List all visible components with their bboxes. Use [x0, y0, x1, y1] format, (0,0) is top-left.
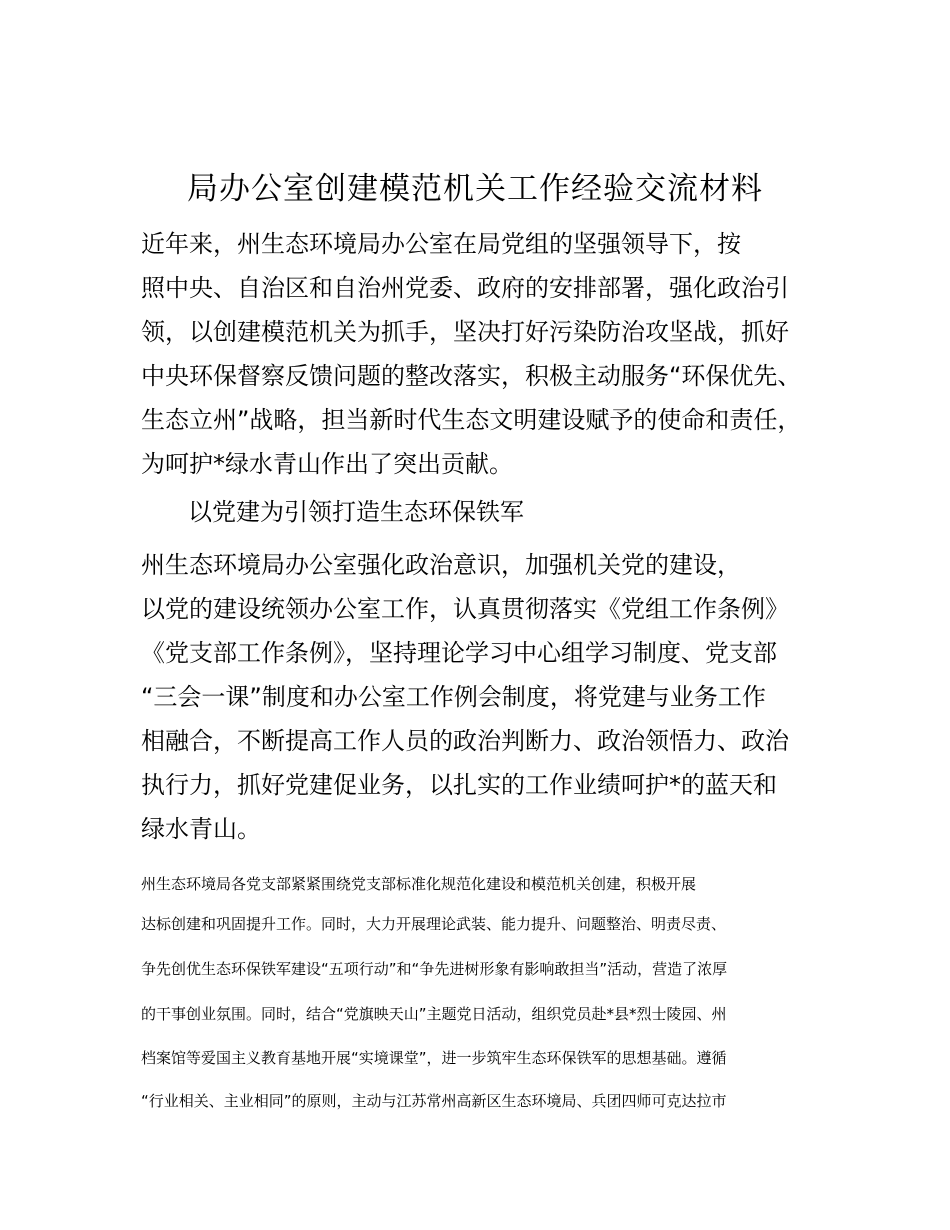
- document-title: 局办公室创建模范机关工作经验交流材料: [187, 171, 763, 207]
- paragraph-line: 相融合，不断提高工作人员的政治判断力、政治领悟力、政治: [141, 727, 789, 755]
- paragraph-line: 绿水青山。: [141, 815, 261, 843]
- paragraph-line: 州生态环境局办公室强化政治意识，加强机关党的建设，: [141, 551, 741, 579]
- paragraph-line: 的干事创业氛围。同时，结合“党旗映天山”主题党日活动，组织党员赴*县*烈士陵园、州: [141, 1005, 727, 1023]
- paragraph-line: 照中央、自治区和自治州党委、政府的安排部署，强化政治引: [141, 274, 789, 302]
- paragraph-line: 生态立州”战略，担当新时代生态文明建设赋予的使命和责任，: [141, 406, 802, 434]
- paragraph-line: 州生态环境局各党支部紧紧围绕党支部标准化规范化建设和模范机关创建，积极开展: [141, 875, 697, 893]
- paragraph-line: 《党支部工作条例》，坚持理论学习中心组学习制度、党支部: [141, 639, 777, 667]
- paragraph-line: “三会一课”制度和办公室工作例会制度，将党建与业务工作: [141, 683, 766, 711]
- paragraph-line: 档案馆等爱国主义教育基地开展“实境课堂”，进一步筑牢生态环保铁军的思想基础。遵循: [141, 1049, 727, 1067]
- paragraph-line: 领，以创建模范机关为抓手，坚决打好污染防治攻坚战，抓好: [141, 318, 789, 346]
- paragraph-line: 为呵护*绿水青山作出了突出贡献。: [141, 450, 513, 478]
- paragraph-line: 执行力，抓好党建促业务，以扎实的工作业绩呵护*的蓝天和: [141, 771, 777, 799]
- section-heading: 以党建为引领打造生态环保铁军: [188, 498, 524, 526]
- paragraph-line: 中央环保督察反馈问题的整改落实，积极主动服务“环保优先、: [141, 362, 802, 390]
- paragraph-line: “行业相关、主业相同”的原则，主动与江苏常州高新区生态环境局、兵团四师可克达拉市: [141, 1092, 727, 1110]
- paragraph-line: 争先创优生态环保铁军建设“五项行动”和“争先进树形象有影响敢担当”活动，营造了浓厚: [141, 960, 728, 978]
- paragraph-line: 以党的建设统领办公室工作，认真贯彻落实《党组工作条例》: [141, 595, 789, 623]
- paragraph-line: 达标创建和巩固提升工作。同时，大力开展理论武装、能力提升、问题整治、明责尽责、: [141, 915, 727, 933]
- paragraph-line: 近年来，州生态环境局办公室在局党组的坚强领导下，按: [141, 230, 741, 258]
